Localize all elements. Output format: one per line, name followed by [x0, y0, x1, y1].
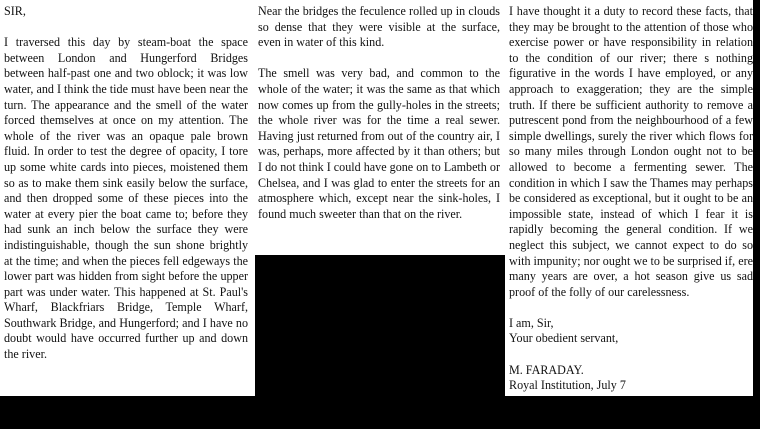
signature-block [509, 363, 753, 394]
paragraph-gap [258, 51, 500, 67]
paragraph-gap [509, 300, 753, 316]
letter-column-middle [258, 4, 500, 222]
closing [509, 316, 753, 347]
letter-column-left [4, 4, 248, 363]
signature-name: M. FARADAY. [509, 362, 584, 377]
paragraph-gap [509, 347, 753, 363]
paragraph-feculence: Near the bridges the feculence rolled up in clouds so dense that they were visible at the surface, even in water of this kind. [258, 4, 500, 50]
closing-line-1: I am, Sir, [509, 315, 554, 330]
closing-line-2: Your obedient servant, [509, 331, 619, 346]
letter-column-right [509, 4, 753, 394]
redaction-block-bottom-right [505, 424, 760, 429]
paragraph-opacity-test: I traversed this day by steam-boat the space between London and Hungerford Bridges between half-past one and two oblock; it was low water, and I think the tide must have been near the turn. The appearance and the smell of the water forced themselves at once on my attention. The whole of the river was an opaque pale brown fluid. In order to test the degree of opacity, I tore up some white cards into pieces, moistened them so as to make them sink easily below the surface, and then dropped some of these pieces into the water at every pier the boat came to; before they had sunk an inch below the surface they were indistinguishable, though the sun shone brightly at the time; and when the pieces fell edgeways the lower part was hidden from sight before the upper part was under water. This happened at St. Paul's Wharf, Blackfriars Bridge, Temple Wharf, Southwark Bridge, and Hungerford; and I have no doubt would have occurred further up and down the river. [4, 35, 248, 362]
paragraph-smell: The smell was very bad, and common to the whole of the water; it was the same as that which now comes up from the gully-holes in the streets; the whole river was for the time a real sewer. Having just returned from out of the country air, I was, perhaps, more affected by it than others; but I do not think I could have gone on to Lambeth or Chelsea, and I was glad to enter the streets for an atmosphere which, except near the sink-holes, I found much sweeter than that on the river. [258, 66, 500, 221]
paragraph-duty: I have thought it a duty to record these facts, that they may be brought to the attention of those who exercise power or have responsibility in relation to the condition of our river; there s nothing figurative in the words I have employed, or any approach to exaggeration; they are the simple truth. If there be sufficient authority to remove a putrescent pond from the neighbourhood of a few simple dwellings, surely the river which flows for so many miles through London ought not to be allowed to become a fermenting sewer. The condition in which I saw the Thames may perhaps be considered as exceptional, but it ought to be an impossible state, instead of which I fear it is rapidly becoming the general condition. If we neglect this subject, we cannot expect to do so with impunity; nor ought we to be surprised if, ere many years are over, a hot season give us sad proof of the folly of our carelessness. [509, 4, 753, 299]
signature-place-date: Royal Institution, July 7 [509, 378, 626, 393]
redaction-block-right-edge [753, 0, 760, 429]
salutation: SIR, [4, 4, 26, 18]
